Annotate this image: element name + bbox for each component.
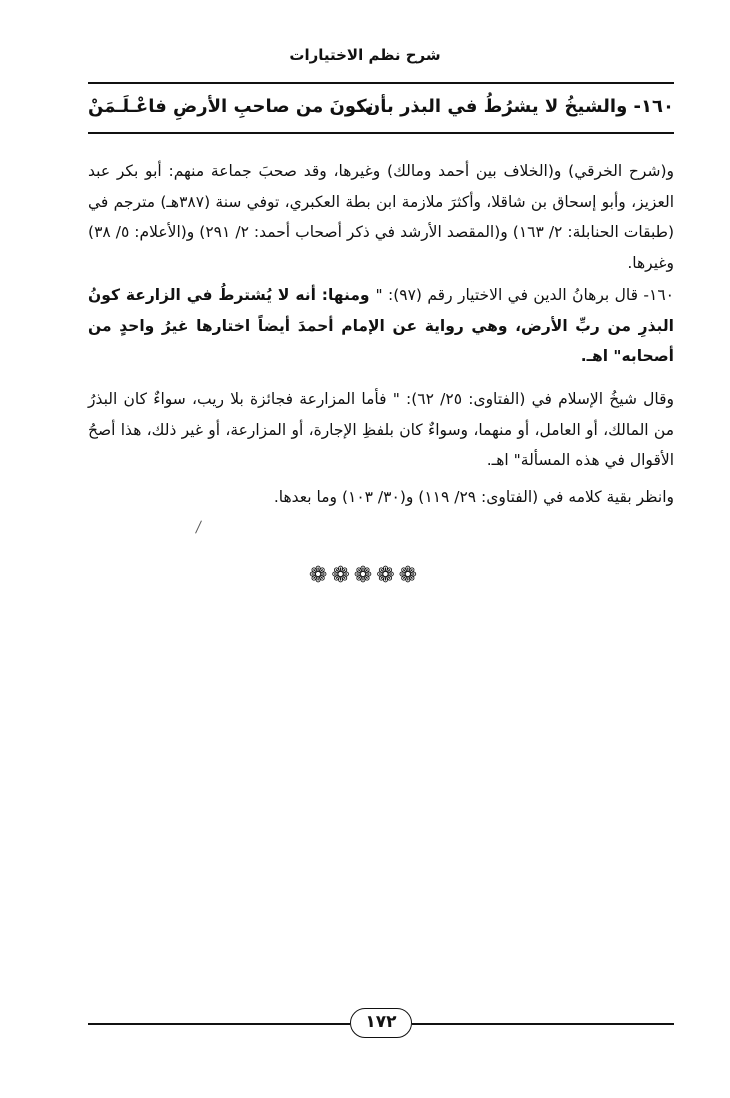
footer-rule-left [88,1023,350,1025]
stray-pen-mark [195,520,202,533]
running-header-title: شرح نظم الاختيارات [289,46,441,64]
header-divider-top [88,82,674,84]
commentary-lead: ١٦٠- قال برهانُ الدين في الاختيار رقم (٩٧): " [375,286,674,304]
page-number-badge: ١٧٢ [350,1008,412,1038]
commentary-quote: ومنها: أنه لا يُشترطُ في الزارعة كونُ البذرِ من ربِّ الأرض، وهي رواية عن الإمام أحمدَ أيضاً اختارها غيرُ واحدٍ من أصحابه" اهـ. [88,286,674,365]
verse-line [88,92,674,128]
footnote-paragraph-biography: و(شرح الخرقي) و(الخلاف بين أحمد ومالك) وغيرها، وقد صحبَ جماعة منهم: أبو بكر عبد العزيز، وأبو إسحاق بن شاقلا، وأكثرَ ملازمة ابن بطة العكبري، توفي سنة (٣٨٧هـ) مترجم في (طبقات الحنابلة: ٢/ ١٦٣) و(المقصد الأرشد في ذكر أصحاب أحمد: ٢/ ٢٩١) و(الأعلام: ٥/ ٣٨) وغيرها. [88,162,675,272]
verse-first-hemistich: ١٦٠- والشيخُ لا يشرُطُ في البذر بأن [364,96,674,117]
verse-second-hemistich: يكونَ من صاحبِ الأرضِ فاعْـلَـمَنْ [88,96,374,117]
verse-divider-bottom [88,132,674,134]
section-ornament-divider: ❁❁❁❁❁ [308,563,422,588]
commentary-paragraph-burhan [88,280,674,372]
commentary-paragraph-reference: وانظر بقية كلامه في (الفتاوى: ٢٩/ ١١٩) و(٣٠/ ١٠٣) وما بعدها. [273,488,674,506]
commentary-paragraph-fatawa: وقال شيخُ الإسلام في (الفتاوى: ٢٥/ ٦٢): " فأما المزارعة فجائزة بلا ريب، سواءٌ كان البذرُ من المالك، أو العامل، أو منهما، وسواءٌ كان بلفظِ الإجارة، أو المزارعة، أو غير ذلك، هذا أصحُ الأقوال في هذه المسألة" اهـ. [88,390,675,469]
footer-rule-right [412,1023,674,1025]
